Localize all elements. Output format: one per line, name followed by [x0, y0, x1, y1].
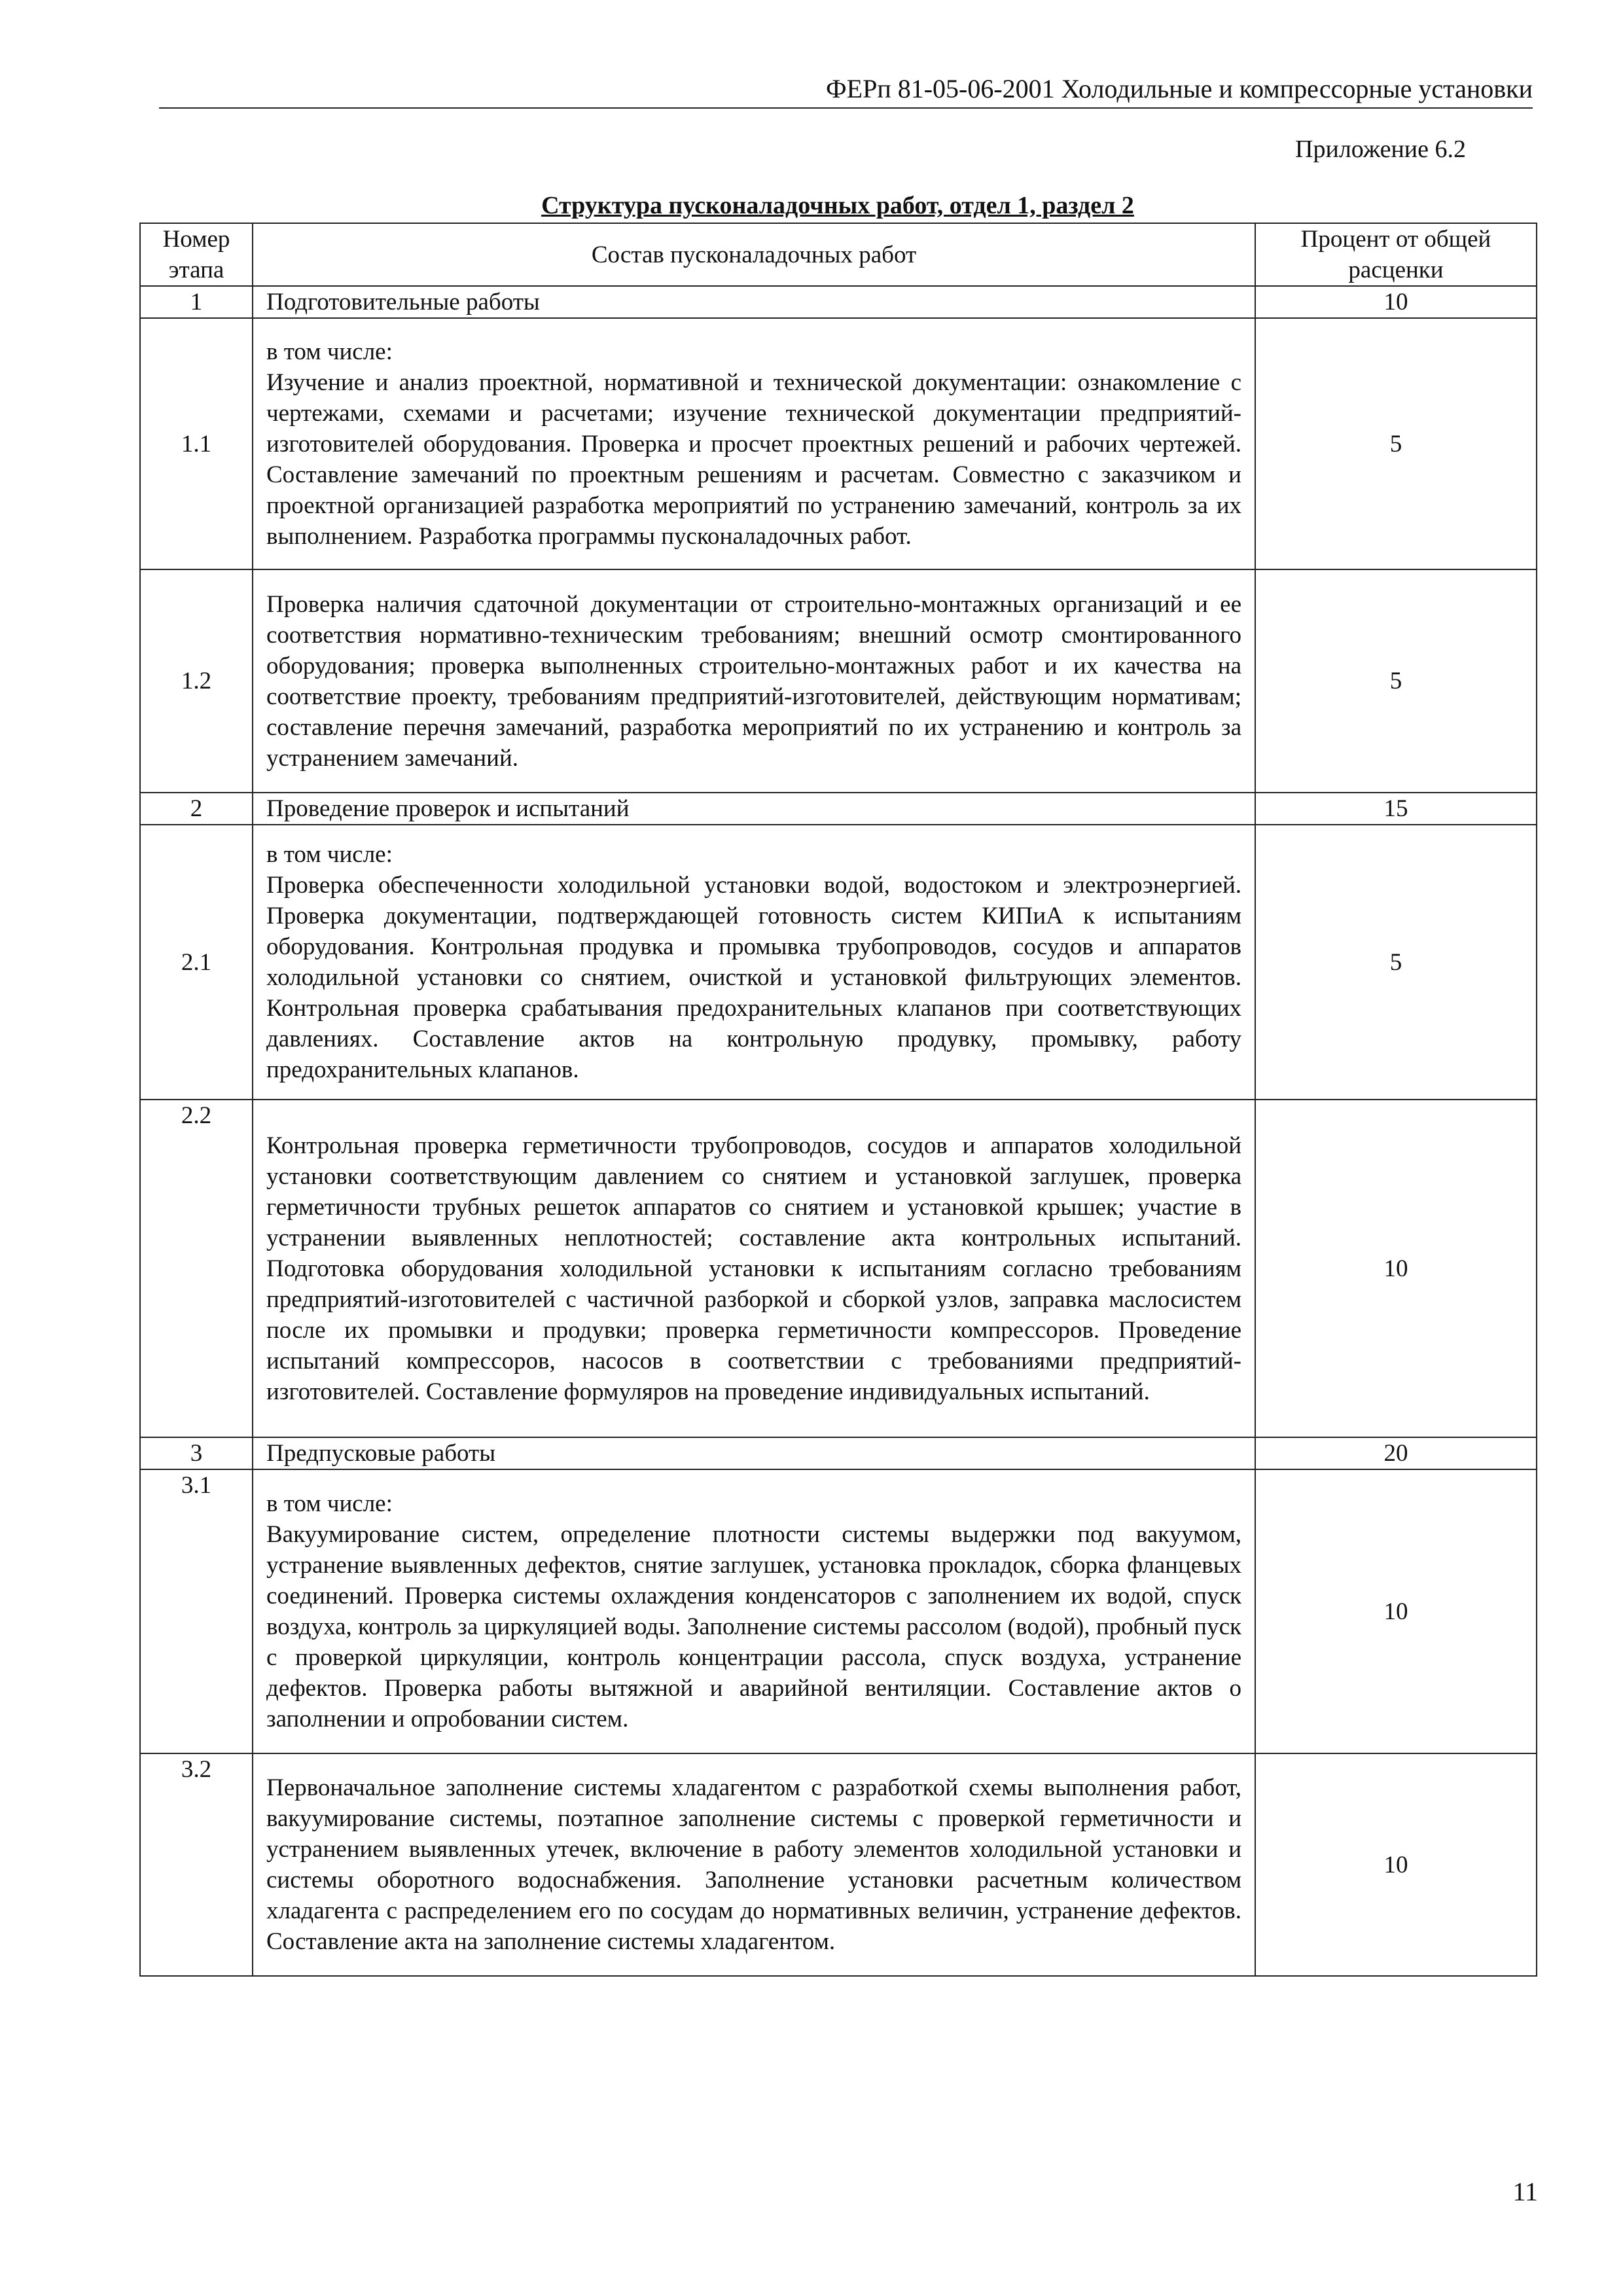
table-row — [140, 569, 1537, 793]
table-row — [140, 793, 1537, 825]
table-row — [140, 1437, 1537, 1469]
stage-text: Контрольная проверка герметичности трубопроводов, сосудов и аппаратов холодильной установки соответствующим давлением со снятием и установкой заглушек, проверка герметичности трубных решеток аппаратов со снятием и установкой крышек; участие в устранении выявленных неплотностей; составление акта контрольных испытаний. Подготовка оборудования холодильной установки к испытаниям согласно требованиям предприятий-изготовителей с частичной разборкой и сборкой узлов, заправка маслосистем после их промывки и продувки; проверка герметичности компрессоров. Проведение испытаний компрессоров, насосов в соответствии с требованиями предприятий-изготовителей. Составление формуляров на проведение индивидуальных испытаний. — [266, 1132, 1241, 1405]
stage-description — [253, 1469, 1255, 1753]
stage-number: 3 — [140, 1437, 253, 1469]
appendix-label: Приложение 6.2 — [1295, 135, 1466, 163]
table-row — [140, 1753, 1537, 1976]
stage-text: Проверка обеспеченности холодильной установки водой, водостоком и электроэнергией. Проверка документации, подтверждающей готовность систем КИПиА к испытаниям оборудования. Контрольная продувка и промывка трубопроводов, сосудов и аппаратов холодильной установки со снятием, очисткой и установкой фильтрующих элементов. Контрольная проверка срабатывания предохранительных клапанов при соответствующих давлениях. Составление актов на контрольную продувку, промывку, работу предохранительных клапанов. — [266, 872, 1241, 1083]
stage-intro: в том числе: — [266, 841, 393, 868]
stage-description — [253, 793, 1255, 825]
stage-number: 1.1 — [140, 318, 253, 569]
stage-text: Подготовительные работы — [266, 289, 540, 315]
stage-percent: 10 — [1255, 1753, 1537, 1976]
stage-description — [253, 286, 1255, 318]
stage-number: 3.1 — [140, 1469, 253, 1753]
column-header-percent: Процент от общей расценки — [1255, 223, 1537, 286]
page-number: 11 — [1512, 2177, 1538, 2206]
table-row — [140, 825, 1537, 1100]
stage-intro: в том числе: — [266, 1490, 393, 1517]
works-structure-table — [139, 223, 1537, 1977]
stage-percent: 10 — [1255, 1469, 1537, 1753]
stage-percent: 5 — [1255, 569, 1537, 793]
stage-text: Первоначальное заполнение системы хладагентом с разработкой схемы выполнения работ, вакуумирование системы, поэтапное заполнение системы с проверкой герметичности и устранением выявленных утечек, включение в работу элементов холодильной установки и системы оборотного водоснабжения. Заполнение установки расчетным количеством хладагента с распределением его по сосудам до нормативных величин, устранение дефектов. Составление акта на заполнение системы хладагентом. — [266, 1774, 1241, 1955]
stage-text: Проведение проверок и испытаний — [266, 795, 630, 822]
table-title: Структура пусконаладочных работ, отдел 1, раздел 2 — [541, 192, 1134, 219]
stage-number: 1 — [140, 286, 253, 318]
stage-description — [253, 569, 1255, 793]
stage-number: 1.2 — [140, 569, 253, 793]
stage-percent: 10 — [1255, 1100, 1537, 1437]
stage-text: Проверка наличия сдаточной документации от строительно-монтажных организаций и ее соответствия нормативно-техническим требованиям; внешний осмотр смонтированного оборудования; проверка выполненных строительно-монтажных работ и их качества на соответствие проекту, требованиям предприятий-изготовителей, действующим нормативам; составление перечня замечаний, разработка мероприятий по их устранению и контроль за устранением замечаний. — [266, 590, 1241, 772]
stage-percent: 20 — [1255, 1437, 1537, 1469]
stage-description — [253, 318, 1255, 569]
column-header-content: Состав пусконаладочных работ — [253, 223, 1255, 286]
document-header: ФЕРп 81-05-06-2001 Холодильные и компрессорные установки — [159, 73, 1533, 109]
stage-percent: 5 — [1255, 825, 1537, 1100]
stage-number: 2.2 — [140, 1100, 253, 1437]
stage-percent: 15 — [1255, 793, 1537, 825]
stage-description — [253, 825, 1255, 1100]
stage-number: 3.2 — [140, 1753, 253, 1976]
stage-intro: в том числе: — [266, 338, 393, 365]
stage-text: Предпусковые работы — [266, 1440, 496, 1467]
column-header-number: Номер этапа — [140, 223, 253, 286]
stage-number: 2 — [140, 793, 253, 825]
stage-description — [253, 1753, 1255, 1976]
table-row — [140, 286, 1537, 318]
stage-percent: 10 — [1255, 286, 1537, 318]
stage-text: Изучение и анализ проектной, нормативной и технической документации: ознакомление с чертежами, схемами и расчетами; изучение технической документации предприятий-изготовителей оборудования. Проверка и просчет проектных решений и рабочих чертежей. Составление замечаний по проектным решениям и расчетам. Совместно с заказчиком и проектной организацией разработка мероприятий по устранению замечаний, контроль за их выполнением. Разработка программы пусконаладочных работ. — [266, 368, 1241, 550]
table-row — [140, 318, 1537, 569]
stage-text: Вакуумирование систем, определение плотности системы выдержки под вакуумом, устранение выявленных дефектов, снятие заглушек, установка прокладок, сборка фланцевых соединений. Проверка системы охлаждения конденсаторов с заполнением их водой, спуск воздуха, контроль за циркуляцией воды. Заполнение системы рассолом (водой), пробный пуск с проверкой циркуляции, контроль концентрации рассола, спуск воздуха, устранение дефектов. Проверка работы вытяжной и аварийной вентиляции. Составление актов о заполнении и опробовании систем. — [266, 1521, 1241, 1732]
stage-percent: 5 — [1255, 318, 1537, 569]
stage-description — [253, 1437, 1255, 1469]
table-row — [140, 1469, 1537, 1753]
stage-number: 2.1 — [140, 825, 253, 1100]
table-row — [140, 1100, 1537, 1437]
stage-description — [253, 1100, 1255, 1437]
